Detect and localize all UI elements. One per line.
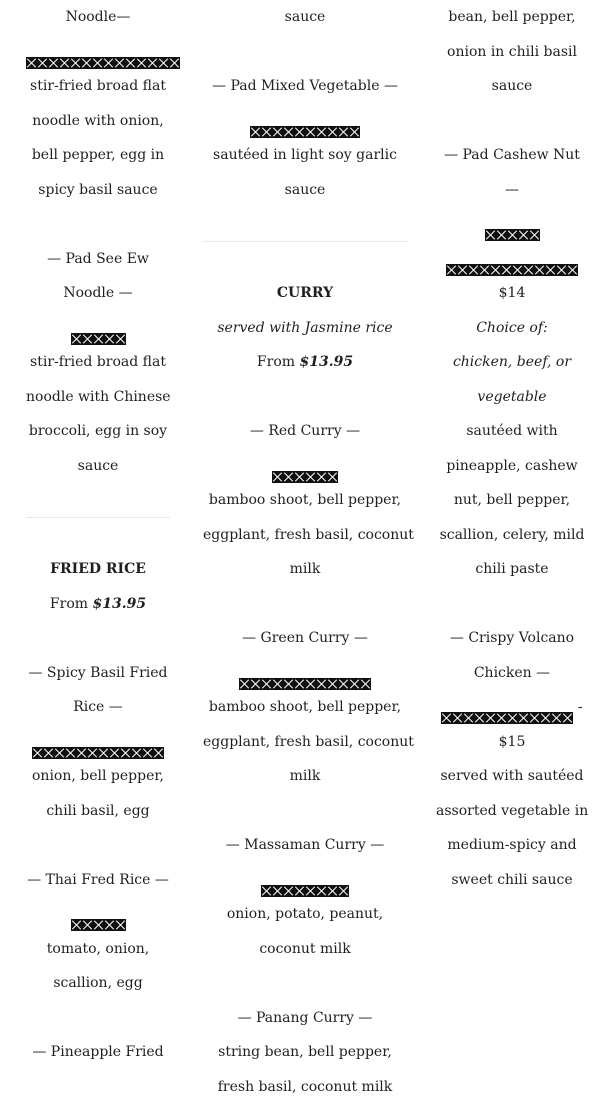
menu-text: chili paste (436, 552, 588, 587)
menu-text: milk (203, 552, 407, 587)
menu-text: stir-fried broad flat (26, 345, 170, 380)
menu-text: eggplant, fresh basil, coconut (203, 518, 407, 553)
price: $15 (436, 725, 588, 760)
menu-text: bamboo shoot, bell pepper, (203, 690, 407, 725)
section-divider-row (26, 483, 170, 552)
missing-glyph-icon (250, 115, 360, 127)
menu-text: sautéed with (436, 414, 588, 449)
dish-name: — Pineapple Fried (26, 1035, 170, 1070)
dish-name: — Red Curry — (203, 414, 407, 449)
menu-text: stir-fried broad flat (26, 69, 170, 104)
thai-name-glyphs (26, 897, 170, 932)
menu-text: bell pepper, egg in (26, 138, 170, 173)
menu-text: Choice of: (436, 311, 588, 346)
menu-text: milk (203, 759, 407, 794)
menu-column-center (203, 0, 407, 1104)
thai-name-glyphs (436, 242, 588, 277)
menu-text: — (436, 173, 588, 208)
section-title: CURRY (203, 276, 407, 311)
spacer (26, 621, 170, 656)
dish-name: — Pad Cashew Nut (436, 138, 588, 173)
menu-text: Noodle — (26, 276, 170, 311)
spacer (26, 828, 170, 863)
dish-name: — Green Curry — (203, 621, 407, 656)
missing-glyph-icon (272, 460, 338, 472)
menu-text: eggplant, fresh basil, coconut (203, 725, 407, 760)
price: From $13.95 (203, 345, 407, 380)
dish-name: — Spicy Basil Fried (26, 656, 170, 691)
thai-name-glyphs (436, 207, 588, 242)
menu-text: coconut milk (203, 932, 407, 967)
menu-text: served with Jasmine rice (203, 311, 407, 346)
dash-text: - (573, 699, 582, 715)
menu-text: assorted vegetable in (436, 794, 588, 829)
menu-text: sautéed in light soy garlic (203, 138, 407, 173)
menu-text: bean, bell pepper, (436, 0, 588, 35)
menu-text: chicken, beef, or (436, 345, 588, 380)
missing-glyph-icon (441, 701, 573, 713)
dish-name: — Massaman Curry — (203, 828, 407, 863)
dish-name: — Crispy Volcano (436, 621, 588, 656)
menu-text: vegetable (436, 380, 588, 415)
price: $14 (436, 276, 588, 311)
spacer (203, 587, 407, 622)
dish-name: — Panang Curry — (203, 1001, 407, 1036)
menu-column-left (26, 0, 170, 1070)
dish-name: — Pad Mixed Vegetable — (203, 69, 407, 104)
spacer (436, 104, 588, 139)
missing-glyph-icon (71, 322, 126, 334)
menu-text: onion, bell pepper, (26, 759, 170, 794)
menu-text: Rice — (26, 690, 170, 725)
menu-text: nut, bell pepper, (436, 483, 588, 518)
section-divider-row (203, 207, 407, 276)
missing-glyph-icon (71, 908, 126, 920)
dish-name: — Pad See Ew (26, 242, 170, 277)
menu-text: chili basil, egg (26, 794, 170, 829)
menu-text: scallion, celery, mild (436, 518, 588, 553)
spacer (203, 380, 407, 415)
price: From $13.95 (26, 587, 170, 622)
menu-text: Noodle— (26, 0, 170, 35)
menu-text: Chicken — (436, 656, 588, 691)
spacer (26, 1001, 170, 1036)
spacer (203, 794, 407, 829)
spacer (203, 966, 407, 1001)
menu-text: medium-spicy and (436, 828, 588, 863)
menu-text: sauce (203, 173, 407, 208)
menu-text: sauce (436, 69, 588, 104)
missing-glyph-icon (446, 253, 578, 265)
menu-text: noodle with Chinese (26, 380, 170, 415)
missing-glyph-icon (485, 218, 540, 230)
spacer (436, 587, 588, 622)
menu-text: fresh basil, coconut milk (203, 1070, 407, 1104)
thai-name-glyphs (436, 690, 588, 725)
spacer (203, 35, 407, 70)
menu-text: pineapple, cashew (436, 449, 588, 484)
menu-text: scallion, egg (26, 966, 170, 1001)
spacer (26, 207, 170, 242)
menu-text: bamboo shoot, bell pepper, (203, 483, 407, 518)
section-divider (203, 241, 407, 242)
missing-glyph-icon (32, 736, 164, 748)
menu-text: onion, potato, peanut, (203, 897, 407, 932)
menu-text: sauce (203, 0, 407, 35)
menu-text: noodle with onion, (26, 104, 170, 139)
thai-name-glyphs (203, 104, 407, 139)
thai-name-glyphs (203, 656, 407, 691)
missing-glyph-icon (261, 874, 349, 886)
thai-name-glyphs (203, 863, 407, 898)
menu-text: tomato, onion, (26, 932, 170, 967)
menu-text: sauce (26, 449, 170, 484)
menu-text: string bean, bell pepper, (203, 1035, 407, 1070)
menu-text: onion in chili basil (436, 35, 588, 70)
section-title: FRIED RICE (26, 552, 170, 587)
menu-text: broccoli, egg in soy (26, 414, 170, 449)
menu-text: served with sautéed (436, 759, 588, 794)
thai-name-glyphs (203, 449, 407, 484)
menu-column-right (436, 0, 588, 897)
menu-text: sweet chili sauce (436, 863, 588, 898)
menu-text: spicy basil sauce (26, 173, 170, 208)
thai-name-glyphs (26, 311, 170, 346)
section-divider (26, 517, 170, 518)
missing-glyph-icon (26, 46, 180, 58)
dish-name: — Thai Fred Rice — (26, 863, 170, 898)
thai-name-glyphs (26, 725, 170, 760)
missing-glyph-icon (239, 667, 371, 679)
thai-name-glyphs (26, 35, 170, 70)
